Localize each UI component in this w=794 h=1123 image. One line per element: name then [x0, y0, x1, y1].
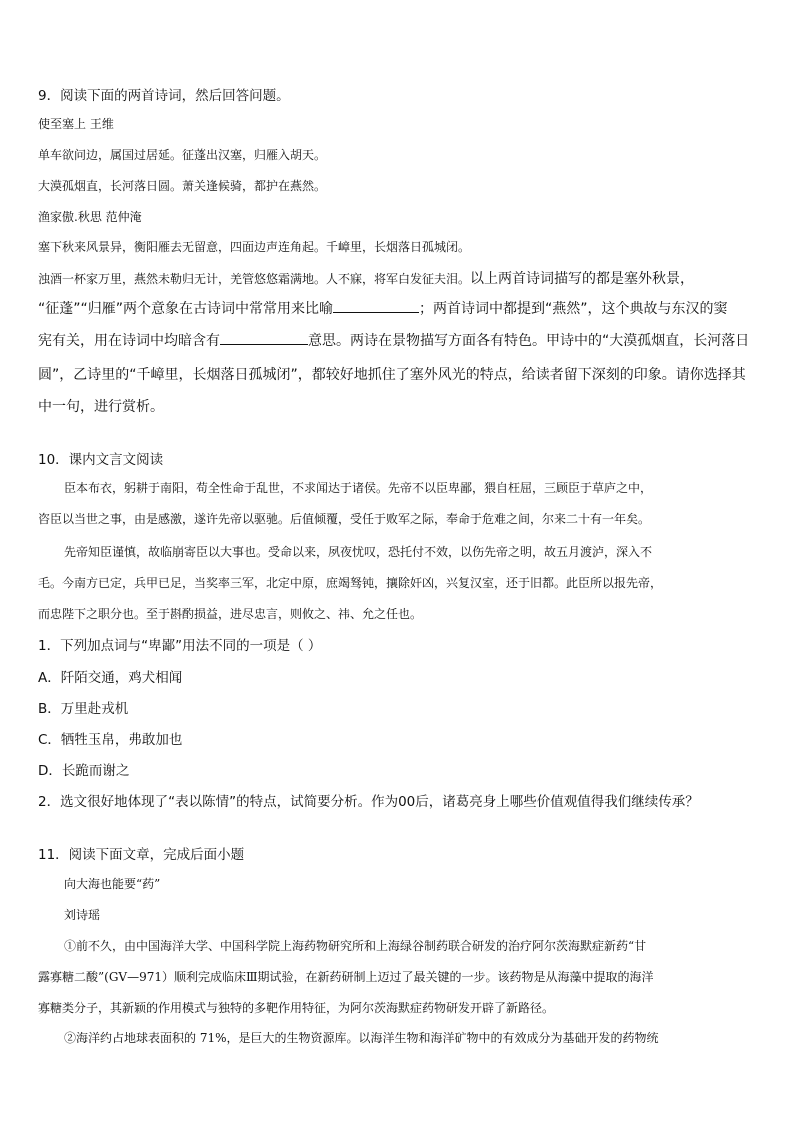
article-para2-line1: ②海洋约占地球表面积的 71%，是巨大的生物资源库。以海洋生物和海洋矿物中的有效成分为基础开发的药物统 [64, 1031, 659, 1045]
poem2-line1: 塞下秋来风景异，衡阳雁去无留意，四面边声连角起。千嶂里，长烟落日孤城闭。 [38, 240, 471, 254]
q10-heading: 10．课内文言文阅读 [38, 452, 164, 468]
poem2-title: 渔家傲.秋思 范仲淹 [38, 210, 142, 224]
article-para1-line1: ①前不久，由中国海洋大学、中国科学院上海药物研究所和上海绿谷制药联合研发的治疗阿尔茨海默症新药“甘 [64, 939, 647, 953]
q10-text-line3: 先帝知臣谨慎，故临崩寄臣以大事也。受命以来，夙夜忧叹，恐托付不效，以伤先帝之明，故五月渡泸，深入不 [64, 545, 653, 559]
q9-para4: 圆”，乙诗里的“千嶂里，长烟落日孤城闭”，都较好地抓住了塞外风光的特点，给读者留下深刻的印象。请你选择其 [38, 367, 746, 383]
q9-para1 [38, 268, 760, 288]
option-a[interactable]: A．阡陌交通，鸡犬相闻 [38, 670, 183, 686]
article-para1-line2: 露寡糖二酸”(GV—971）顺利完成临床Ⅲ期试验，在新药研制上迈过了最关键的一步。该药物是从海藻中提取的海洋 [38, 970, 654, 984]
q10-text-line1: 臣本布衣，躬耕于南阳，苟全性命于乱世，不求闻达于诸侯。先帝不以臣卑鄙，猥自枉屈，三顾臣于草庐之中， [64, 481, 653, 495]
answer-blank-2[interactable] [220, 330, 308, 345]
article-para1-line3: 寡糖类分子，其新颖的作用模式与独特的多靶作用特征，为阿尔茨海默症药物研发开辟了新路径。 [38, 1001, 555, 1015]
q9-text: 宪有关，用在诗词中均暗含有 [38, 333, 220, 349]
q9-para2 [38, 298, 760, 318]
q9-text: ；两首诗词中都提到“燕然”，这个典故与东汉的窦 [419, 301, 728, 317]
q9-text: 意思。两诗在景物描写方面各有特色。甲诗中的“大漠孤烟直，长河落日 [308, 333, 750, 349]
option-b[interactable]: B．万里赴戎机 [38, 701, 129, 717]
q9-text: “征蓬”“归雁”两个意象在古诗词中常常用来比喻 [38, 301, 334, 317]
option-d[interactable]: D．长跪而谢之 [38, 763, 130, 779]
q10-text-line2: 咨臣以当世之事，由是感激，遂许先帝以驱驰。后值倾覆，受任于败军之际，奉命于危难之间，尔来二十有一年矣。 [38, 512, 651, 526]
q10-text-line5: 而忠陛下之职分也。至于斟酌损益，进尽忠言，则攸之、祎、允之任也。 [38, 607, 423, 621]
q10-text-line4: 毛。今南方已定，兵甲已足，当奖率三军，北定中原，庶竭驽钝，攘除奸凶，兴复汉室，还于旧都。此臣所以报先帝， [38, 576, 663, 590]
q10-sub2: 2．选文很好地体现了“表以陈情”的特点，试简要分析。作为00后，诸葛亮身上哪些价值观值得我们继续传承？ [38, 794, 699, 810]
poem1-line1: 单车欲问边，属国过居延。征蓬出汉塞，归雁入胡天。 [38, 148, 327, 162]
q9-prompt-start: 以上两首诗词描写的都是塞外秋景， [470, 271, 695, 287]
poem1-line2: 大漠孤烟直，长河落日圆。萧关逢候骑，都护在燕然。 [38, 179, 327, 193]
poem2-line2: 浊酒一杯家万里，燕然未勒归无计，羌管悠悠霜满地。人不寐，将军白发征夫泪。 [38, 272, 471, 286]
q9-para3 [38, 330, 760, 350]
answer-blank-1[interactable] [333, 298, 419, 313]
article-title: 向大海也能要“药” [64, 877, 161, 891]
q10-sub1: 1．下列加点词与“卑鄙”用法不同的一项是（ ） [38, 638, 322, 654]
option-c[interactable]: C．牺牲玉帛，弗敢加也 [38, 732, 183, 748]
q11-heading: 11．阅读下面文章，完成后面小题 [38, 847, 245, 863]
poem1-title: 使至塞上 王维 [38, 117, 114, 131]
q9-heading: 9．阅读下面的两首诗词，然后回答问题。 [38, 88, 290, 104]
article-author: 刘诗瑶 [64, 908, 101, 922]
q9-para5: 中一句，进行赏析。 [38, 399, 164, 415]
